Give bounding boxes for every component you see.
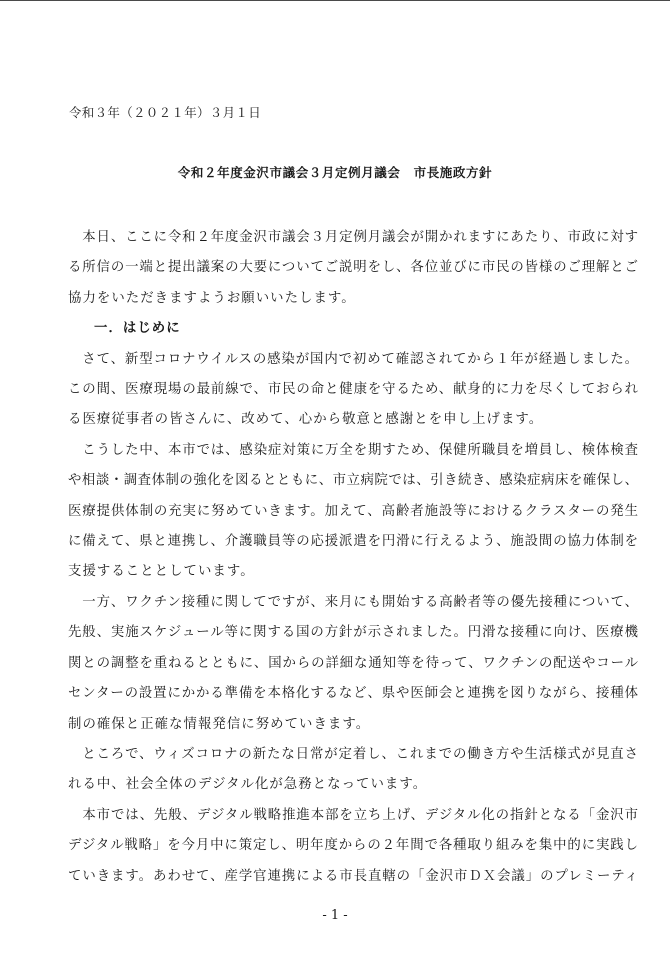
body-line: に備えて、県と連携し、介護職員等の応援派遣を円滑に行えるよう、施設間の協力体制を <box>68 534 638 550</box>
body-line: 関との調整を重ねるとともに、国からの詳細な通知等を待って、ワクチンの配送やコール <box>68 655 638 671</box>
body-line: ところで、ウィズコロナの新たな日常が定着し、これまでの働き方や生活様式が見直さ <box>68 746 638 762</box>
body-line: 制の確保と正確な情報発信に努めていきます。 <box>68 716 371 732</box>
document-date: 令和３年（２０２１年）３月１日 <box>69 105 262 120</box>
section-heading: 一．はじめに <box>94 321 181 337</box>
body-line: 医療提供体制の充実に努めていきます。加えて、高齢者施設等におけるクラスターの発生 <box>68 503 638 519</box>
body-line: さて、新型コロナウイルスの感染が国内で初めて確認されてから１年が経過しました。 <box>68 351 638 367</box>
body-line: 支援することとしています。 <box>68 564 255 580</box>
body-line: 本日、ここに令和２年度金沢市議会３月定例月議会が開かれますにあたり、市政に対す <box>68 230 638 245</box>
body-line: る所信の一端と提出議案の大要についてご説明をし、各位並びに市民の皆様のご理解とご <box>68 260 638 276</box>
body-line: ていきます。あわせて、産学官連携による市長直轄の「金沢市ＤＸ会議」のプレミーティ <box>68 868 638 884</box>
body-line: 一方、ワクチン接種に関してですが、来月にも開始する高齢者等の優先接種について、 <box>68 594 638 610</box>
body-line: 協力をいただきますようお願いいたします。 <box>68 290 356 306</box>
body-line: この間、医療現場の最前線で、市民の命と健康を守るため、献身的に力を尽くしておられ <box>68 382 638 398</box>
body-line: こうした中、本市では、感染症対策に万全を期すため、保健所職員を増員し、検体検査 <box>68 442 638 458</box>
body-line: る医療従事者の皆さんに、改めて、心から敬意と感謝とを申し上げます。 <box>68 412 544 428</box>
body-line: 先般、実施スケジュール等に関する国の方針が示されました。円滑な接種に向け、医療機 <box>68 625 638 641</box>
body-line: 本市では、先般、デジタル戦略推進本部を立ち上げ、デジタル化の指針となる「金沢市 <box>68 807 638 823</box>
top-border-line <box>0 0 670 1</box>
document-title: 令和２年度金沢市議会３月定例月議会 市長施政方針 <box>177 165 493 180</box>
body-line: センターの設置にかかる準備を本格化するなど、県や医師会と連携を図りながら、接種体 <box>68 686 638 702</box>
body-line: や相談・調査体制の強化を図るとともに、市立病院では、引き続き、感染症病床を確保し、 <box>68 473 638 489</box>
document-body <box>68 223 638 892</box>
body-line: れる中、社会全体のデジタル化が急務となっています。 <box>68 777 428 793</box>
page-number: - 1 - <box>322 908 348 923</box>
body-line: デジタル戦略」を今月中に策定し、明年度からの２年間で各種取り組みを集中的に実践し <box>68 838 638 854</box>
